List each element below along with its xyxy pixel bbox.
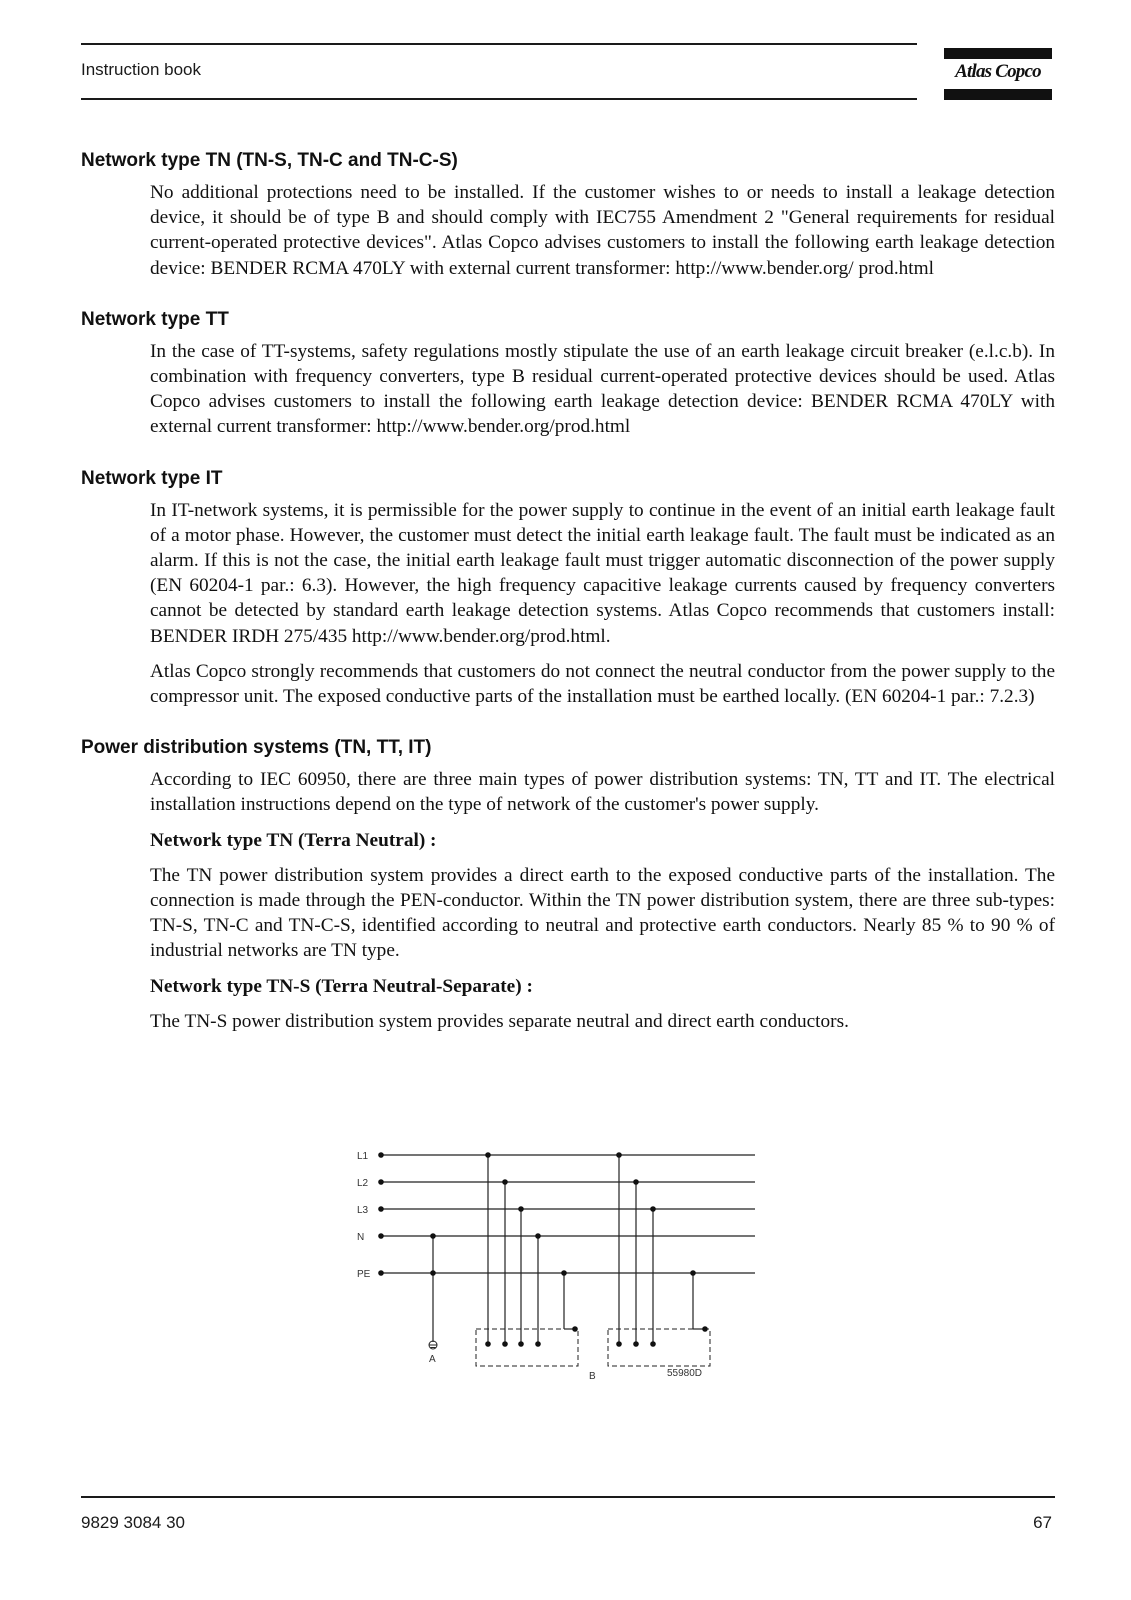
- section-paragraph: The TN-S power distribution system provides separate neutral and direct earth conductors.: [150, 1010, 849, 1032]
- section-paragraph: In IT-network systems, it is permissible for the power supply to continue in the event of an initial earth leakage fault of a motor phase. However, the customer must detect the initial earth leakage fault. The fault must be indicated as an alarm. If this is not the case, the initial earth leakage fault must trigger automatic disconnection of the power supply (EN 60204-1 par.: 6.3). However, the high frequency capacitive leakage currents caused by frequency converters cannot be detected by standard earth leakage detection systems. Atlas Copco recommends that customers install: BENDER IRDH 275/435 http://www.bender.org/prod.html.: [150, 499, 1055, 647]
- section-paragraph: No additional protections need to be installed. If the customer wishes to or needs to install a leakage detection device, it should be of type B and should comply with IEC755 Amendment 2 "General requirements for residual current-operated protective devices". Atlas Copco advises customers to install the following earth leakage detection device: BENDER RCMA 470LY with external current transformer: http://www.bender.org/ prod.html: [150, 182, 1055, 279]
- label-a: A: [429, 1354, 436, 1365]
- figure-code: 55980D: [667, 1368, 703, 1379]
- section-heading: Network type TN (TN-S, TN-C and TN-C-S): [81, 150, 458, 171]
- section-heading: Network type IT: [81, 467, 223, 489]
- section-power-distribution: [81, 737, 1055, 1034]
- section-paragraph: According to IEC 60950, there are three main types of power distribution systems: TN, TT and IT. The electrical installation instructions depend on the type of network of the customer's power supply.: [150, 769, 1055, 816]
- section-tt: [81, 309, 1055, 440]
- subsection-heading: Network type TN-S (Terra Neutral-Separate) :: [150, 975, 533, 997]
- atlas-copco-logo: [944, 48, 1052, 100]
- subsection-heading: Network type TN (Terra Neutral) :: [150, 829, 437, 851]
- section-it: [81, 468, 1055, 710]
- label-b: B: [589, 1371, 596, 1382]
- header-top-rule: [81, 43, 917, 45]
- section-paragraph: Atlas Copco strongly recommends that customers do not connect the neutral conductor from the power supply to the compressor unit. The exposed conductive parts of the installation must be earthed locally. (EN 60204-1 par.: 7.2.3): [150, 660, 1055, 708]
- line-label-l2: L2: [357, 1178, 369, 1189]
- section-paragraph: The TN power distribution system provides a direct earth to the exposed conductive parts of the installation. The connection is made through the PEN-conductor. Within the TN power distribution system, there are three sub-types: TN-S, TN-C and TN-C-S, identified according to neutral and protective earth conductors. Nearly 85 % to 90 % of industrial networks are TN type.: [150, 864, 1055, 962]
- logo-text: Atlas Copco: [955, 61, 1041, 82]
- line-label-n: N: [357, 1232, 365, 1243]
- footer-rule: [81, 1496, 1055, 1498]
- line-label-l1: L1: [357, 1151, 369, 1162]
- section-heading: Network type TT: [81, 308, 229, 330]
- page-content: [81, 150, 1055, 1062]
- document-number: 9829 3084 30: [81, 1513, 185, 1532]
- section-heading: Power distribution systems (TN, TT, IT): [81, 737, 432, 759]
- line-label-pe: PE: [357, 1269, 371, 1280]
- section-tn: [81, 150, 1055, 281]
- line-label-l3: L3: [357, 1205, 369, 1216]
- page-number: 67: [1033, 1513, 1052, 1532]
- header-bottom-rule: [81, 98, 917, 100]
- tn-s-wiring-diagram: [355, 1145, 775, 1385]
- section-paragraph: In the case of TT-systems, safety regulations mostly stipulate the use of an earth leakage circuit breaker (e.l.c.b). In combination with frequency converters, type B residual current-operated protective devices should be used. Atlas Copco advises customers to install the following earth leakage detection device: BENDER RCMA 470LY with external current transformer: http://www.bender.org/prod.html: [150, 340, 1055, 438]
- header-label: Instruction book: [81, 60, 202, 79]
